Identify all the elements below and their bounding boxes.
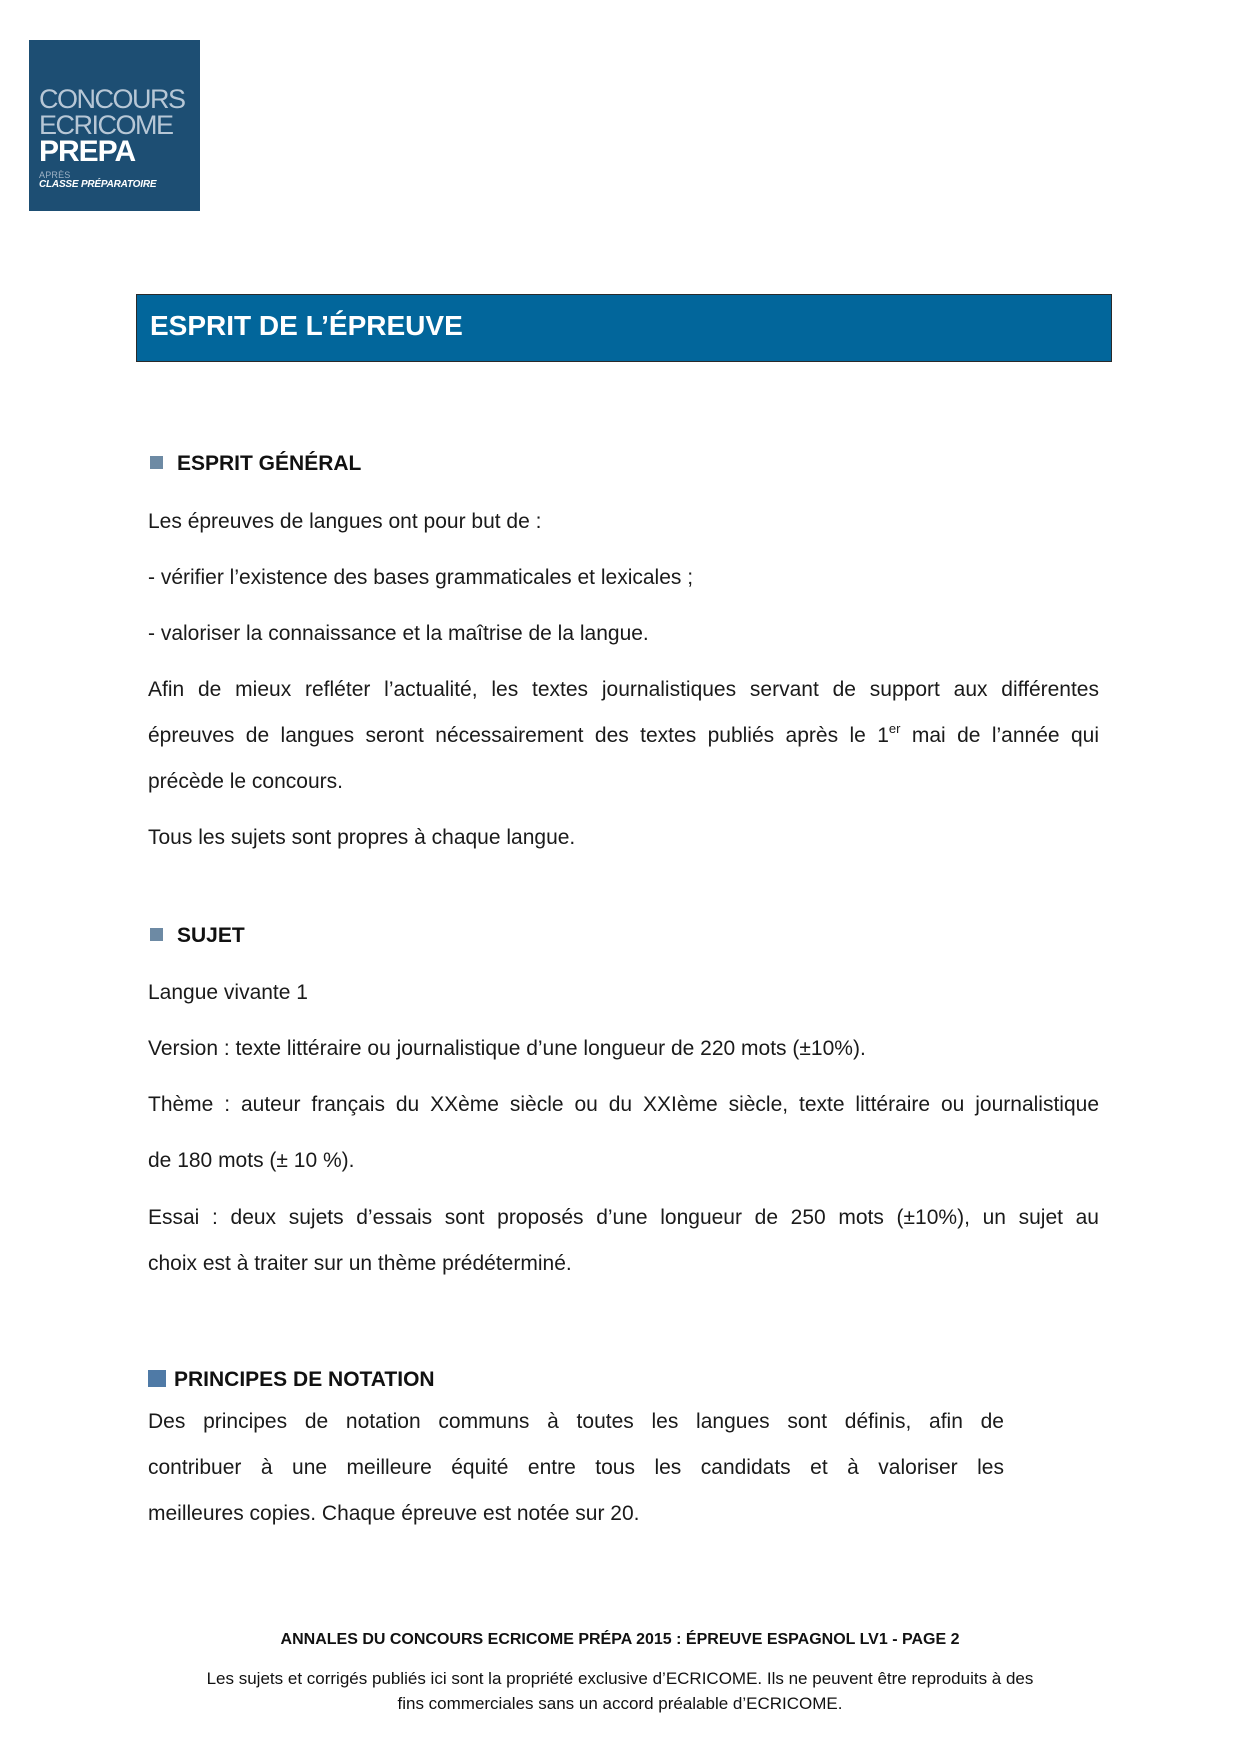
square-bullet-icon bbox=[150, 456, 163, 469]
logo-line-apres: APRÈS bbox=[39, 170, 71, 180]
paragraph-line: Des principes de notation communs à toutes les langues sont définis, afin de bbox=[148, 1410, 1004, 1433]
logo bbox=[29, 40, 200, 211]
paragraph-line: Essai : deux sujets d’essais sont proposés d’une longueur de 250 mots (±10%), un sujet au bbox=[148, 1206, 1099, 1229]
paragraph-segment: mai de l’année qui bbox=[900, 724, 1099, 747]
paragraph-line: Afin de mieux refléter l’actualité, les textes journalistiques servant de support aux différentes bbox=[148, 678, 1099, 701]
section-heading-esprit-general bbox=[150, 451, 361, 477]
section-heading-label: PRINCIPES DE NOTATION bbox=[174, 1368, 435, 1391]
paragraph-line: meilleures copies. Chaque épreuve est notée sur 20. bbox=[148, 1502, 640, 1525]
section-heading-sujet bbox=[150, 923, 245, 949]
footer-note-line: Les sujets et corrigés publiés ici sont la propriété exclusive d’ECRICOME. Ils ne peuvent être reproduits à des bbox=[206, 1669, 1034, 1688]
paragraph-line: Version : texte littéraire ou journalistique d’une longueur de 220 mots (±10%). bbox=[148, 1037, 866, 1060]
section-heading-label: SUJET bbox=[177, 924, 245, 947]
title-banner bbox=[136, 294, 1112, 362]
square-bullet-icon bbox=[150, 928, 163, 941]
superscript: er bbox=[888, 721, 901, 736]
paragraph-line: de 180 mots (± 10 %). bbox=[148, 1149, 355, 1172]
logo-line-prepa: PREPA bbox=[39, 135, 136, 168]
square-bullet-icon bbox=[148, 1370, 166, 1387]
footer-title: ANNALES DU CONCOURS ECRICOME PRÉPA 2015 : ÉPREUVE ESPAGNOL LV1 - PAGE 2 bbox=[280, 1631, 960, 1648]
logo-line-ecricome: ECRICOME bbox=[39, 110, 173, 140]
paragraph-line: précède le concours. bbox=[148, 770, 343, 793]
paragraph-line bbox=[148, 723, 1099, 749]
paragraph-line: Thème : auteur français du XXème siècle ou du XXIème siècle, texte littéraire ou journalistique bbox=[148, 1093, 1099, 1116]
paragraph-line: Les épreuves de langues ont pour but de : bbox=[148, 510, 542, 533]
paragraph-segment: épreuves de langues seront nécessairement des textes publiés après le 1 bbox=[148, 724, 889, 747]
page-title: ESPRIT DE L’ÉPREUVE bbox=[150, 310, 463, 341]
paragraph-line: - valoriser la connaissance et la maîtrise de la langue. bbox=[148, 622, 649, 645]
paragraph-line: Tous les sujets sont propres à chaque langue. bbox=[148, 826, 576, 849]
footer-note-line: fins commerciales sans un accord préalable d’ECRICOME. bbox=[397, 1694, 843, 1713]
logo-line-concours: CONCOURS bbox=[39, 84, 185, 114]
paragraph-line: Langue vivante 1 bbox=[148, 981, 308, 1004]
paragraph-line: contribuer à une meilleure équité entre tous les candidats et à valoriser les bbox=[148, 1456, 1004, 1479]
paragraph-line: choix est à traiter sur un thème prédéterminé. bbox=[148, 1252, 572, 1275]
section-heading-principes-notation bbox=[148, 1367, 435, 1393]
section-heading-label: ESPRIT GÉNÉRAL bbox=[177, 452, 362, 475]
paragraph-line: - vérifier l’existence des bases grammaticales et lexicales ; bbox=[148, 566, 694, 589]
logo-line-classe: CLASSE PRÉPARATOIRE bbox=[39, 179, 157, 190]
